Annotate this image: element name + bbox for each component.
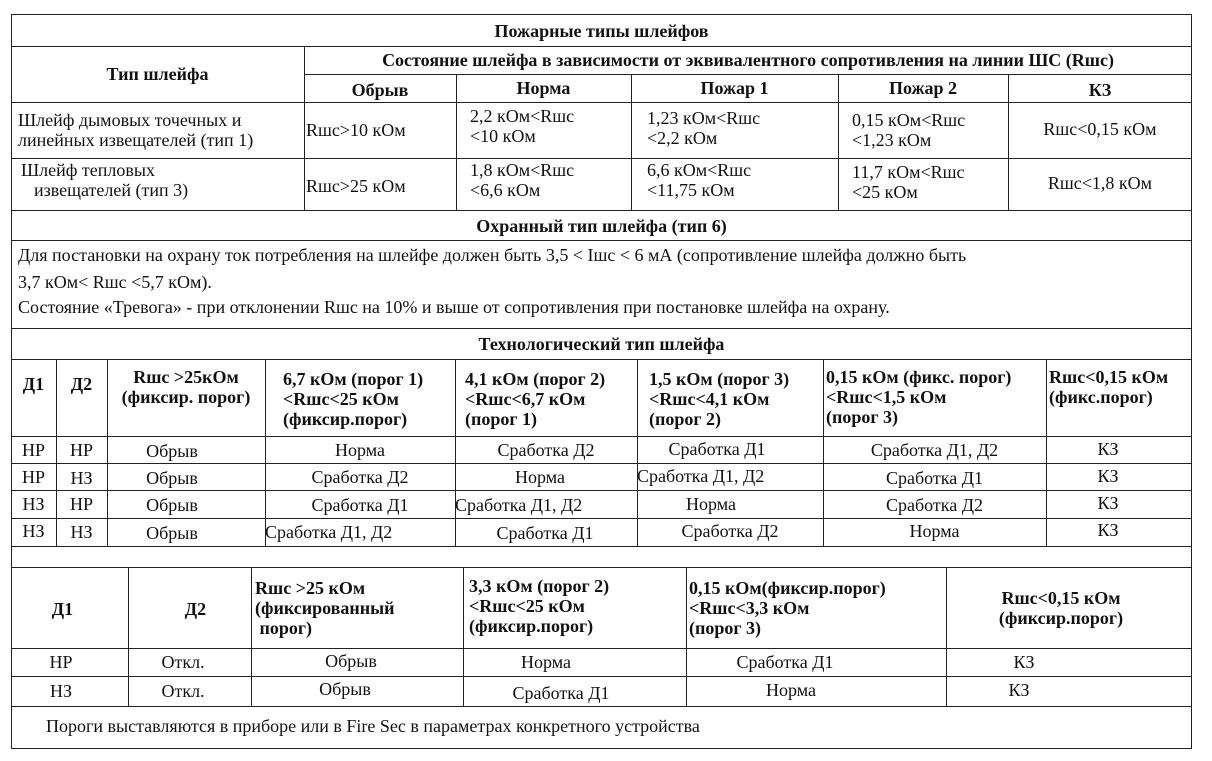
- fire-row-1-fire1: 1,23 кОм<Rшс <2,2 кОм: [647, 108, 761, 148]
- security-text-line-1: Для постановки на охрану ток потребления на шлейфе должен быть 3,5 < Iшс < 6 мА (сопротивление шлейфа должно быть: [18, 245, 967, 265]
- security-text-line-3: Состояние «Тревога» - при отклонении Rшс на 10% и выше от сопротивления при постановке шлейфа на охрану.: [18, 297, 890, 317]
- fire-row-2-break: Rшс>25 кОм: [306, 176, 406, 196]
- tech2-header-d2: Д2: [184, 599, 207, 619]
- fire-row-2-name: Шлейф тепловых извещателей (тип 3): [21, 160, 189, 200]
- tech-header-d2: Д2: [70, 374, 93, 394]
- tech-header-c4: 1,5 кОм (порог 3) <Rшс<4,1 кОм (порог 2): [649, 369, 790, 429]
- state-header: Состояние шлейфа в зависимости от эквивалентного сопротивления на линии ШС (Rшс): [382, 50, 1114, 70]
- col-norm: Норма: [516, 78, 571, 98]
- tech-header-d1: Д1: [22, 374, 45, 394]
- fire-row-1-break: Rшс>10 кОм: [306, 120, 406, 140]
- footer-note: Пороги выставляются в приборе или в Fire Sec в параметрах конкретного устройства: [46, 716, 700, 736]
- fire-row-1-norm: 2,2 кОм<Rшс <10 кОм: [470, 106, 575, 146]
- col-short: КЗ: [1088, 80, 1112, 100]
- col-fire2: Пожар 2: [888, 78, 958, 98]
- tech2-header-c2: 3,3 кОм (порог 2) <Rшс<25 кОм (фиксир.порог): [469, 576, 610, 636]
- tech2-header-c3: 0,15 кОм(фиксир.порог) <Rшс<3,3 кОм (порог 3): [689, 578, 886, 638]
- col-break: Обрыв: [351, 80, 409, 100]
- fire-row-1-fire2: 0,15 кОм<Rшс <1,23 кОм: [852, 110, 966, 150]
- security-text-line-2: 3,7 кОм< Rшс <5,7 кОм).: [18, 272, 212, 292]
- fire-row-1-short: Rшс<0,15 кОм: [1043, 119, 1157, 139]
- tech-header-c2: 6,7 кОм (порог 1) <Rшс<25 кОм (фиксир.порог): [283, 369, 424, 429]
- security-section-title: Охранный тип шлейфа (тип 6): [476, 216, 727, 236]
- fire-row-2-short: Rшс<1,8 кОм: [1047, 173, 1153, 193]
- tech-header-c3: 4,1 кОм (порог 2) <Rшс<6,7 кОм (порог 1): [465, 369, 606, 429]
- loop-type-header: Тип шлейфа: [106, 64, 209, 84]
- tech-header-c5: 0,15 кОм (фикс. порог) <Rшс<1,5 кОм (порог 3): [826, 367, 1012, 427]
- fire-row-2-fire2: 11,7 кОм<Rшс <25 кОм: [852, 162, 965, 202]
- col-fire1: Пожар 1: [700, 78, 769, 98]
- tech2-header-c4: Rшс<0,15 кОм (фиксир.порог): [998, 588, 1124, 628]
- tech2-header-c1: Rшс >25 кОм (фиксированный порог): [255, 578, 395, 638]
- fire-row-1-name: Шлейф дымовых точечных и линейных извещателей (тип 1): [18, 110, 254, 150]
- tech-header-c1: Rшс >25кОм (фиксир. порог): [121, 367, 251, 407]
- tech-header-c6: Rшс<0,15 кОм (фикс.порог): [1049, 367, 1169, 407]
- tech-section-title: Технологический тип шлейфа: [478, 334, 725, 354]
- fire-section-title: Пожарные типы шлейфов: [494, 21, 709, 41]
- fire-row-2-fire1: 6,6 кОм<Rшс <11,75 кОм: [647, 160, 752, 200]
- tech2-header-d1: Д1: [51, 599, 74, 619]
- fire-row-2-norm: 1,8 кОм<Rшс <6,6 кОм: [470, 160, 575, 200]
